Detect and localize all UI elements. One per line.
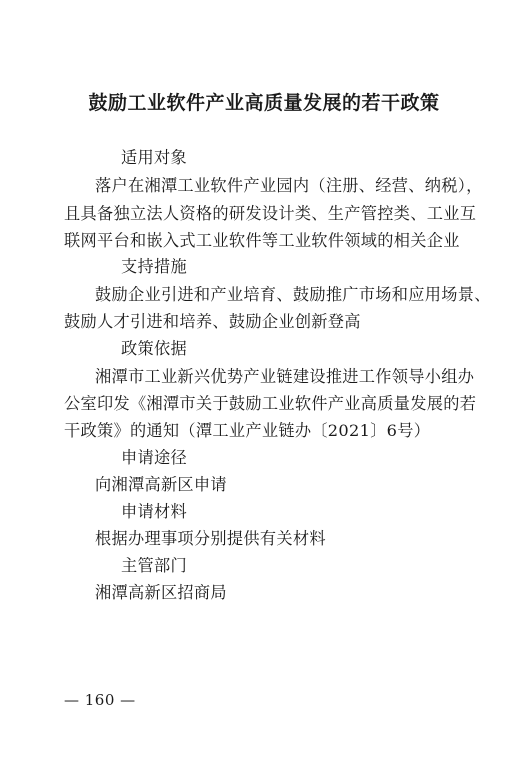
paragraph-line: 鼓励人才引进和培养、鼓励企业创新登高: [64, 312, 361, 331]
paragraph-line: 向湘潭高新区申请: [95, 475, 227, 494]
page-title: 鼓励工业软件产业高质量发展的若干政策: [88, 92, 440, 114]
paragraph-line: 干政策》的通知（潭工业产业链办〔2021〕6号）: [64, 421, 431, 440]
section-heading-materials: 申请材料: [121, 502, 187, 521]
paragraph-line: 湘潭高新区招商局: [95, 583, 227, 602]
section-heading-measures: 支持措施: [121, 257, 187, 276]
section-heading-channel: 申请途径: [121, 448, 187, 467]
paragraph-line: 湘潭市工业新兴优势产业链建设推进工作领导小组办: [95, 367, 475, 386]
page-number: — 160 —: [64, 691, 136, 709]
section-heading-department: 主管部门: [121, 556, 187, 575]
paragraph-line: 鼓励企业引进和产业培育、鼓励推广市场和应用场景、: [95, 285, 491, 304]
paragraph-line: 联网平台和嵌入式工业软件等工业软件领域的相关企业: [64, 231, 460, 250]
paragraph-line: 且具备独立法人资格的研发设计类、生产管控类、工业互: [64, 204, 477, 223]
paragraph-line: 落户在湘潭工业软件产业园内（注册、经营、纳税），: [95, 176, 483, 195]
paragraph-line: 根据办理事项分别提供有关材料: [95, 529, 326, 548]
section-heading-basis: 政策依据: [121, 339, 187, 358]
paragraph-line: 公室印发《湘潭市关于鼓励工业软件产业高质量发展的若: [64, 394, 477, 413]
section-heading-target: 适用对象: [121, 148, 187, 167]
